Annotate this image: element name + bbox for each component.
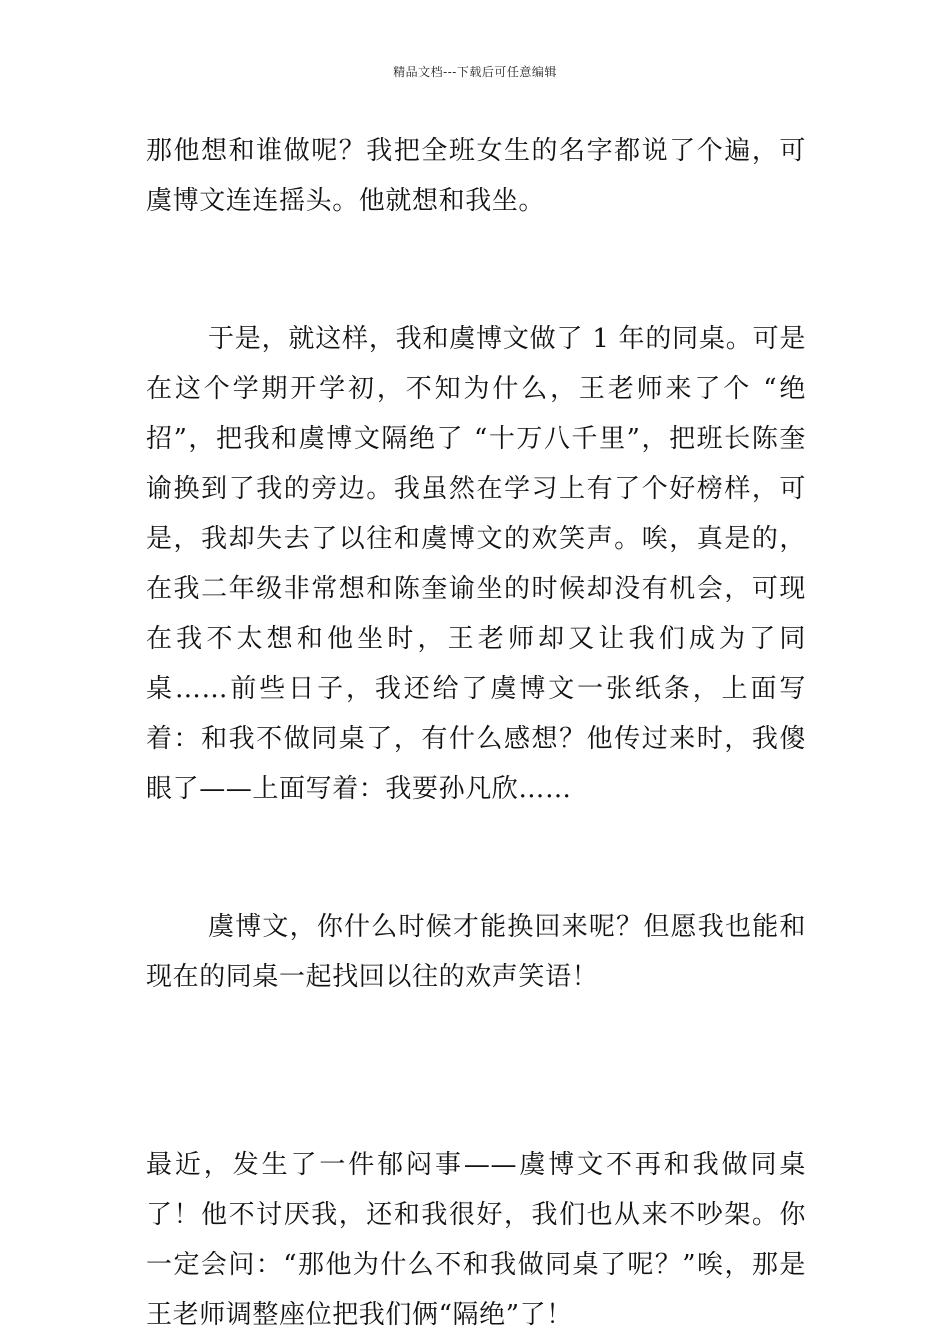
- paragraph-spacer: [146, 814, 806, 902]
- paragraph-4: 最近，发生了一件郁闷事——虞博文不再和我做同桌了！他不讨厌我，还和我很好，我们也从来不吵架。你一定会问：“那他为什么不和我做同桌了呢？”唉，那是王老师调整座位把我们俩“隔绝”了！: [146, 1150, 806, 1330]
- paragraph-3: 虞博文，你什么时候才能换回来呢？但愿我也能和现在的同桌一起找回以往的欢声笑语！: [146, 912, 806, 992]
- document-body: [146, 126, 806, 1340]
- paragraph-2: 于是，就这样，我和虞博文做了 1 年的同桌。可是在这个学期开学初，不知为什么，王老师来了个 “绝招”，把我和虞博文隔绝了 “十万八千里”，把班长陈奎谕换到了我的旁边。我虽然在学习上有了个好榜样，可是，我却失去了以往和虞博文的欢笑声。唉，真是的，在我二年级非常想和陈奎谕坐的时候却没有机会，可现在我不太想和他坐时，王老师却又让我们成为了同桌……前些日子，我还给了虞博文一张纸条，上面写着：和我不做同桌了，有什么感想？他传过来时，我傻眼了——上面写着：我要孙凡欣……: [146, 324, 806, 804]
- paragraph-spacer: [146, 1002, 806, 1140]
- paragraph-1: 那他想和谁做呢？我把全班女生的名字都说了个遍，可虞博文连连摇头。他就想和我坐。: [146, 136, 806, 216]
- paragraph-spacer: [146, 226, 806, 314]
- page-header: 精品文档---下载后可任意编辑: [393, 65, 557, 79]
